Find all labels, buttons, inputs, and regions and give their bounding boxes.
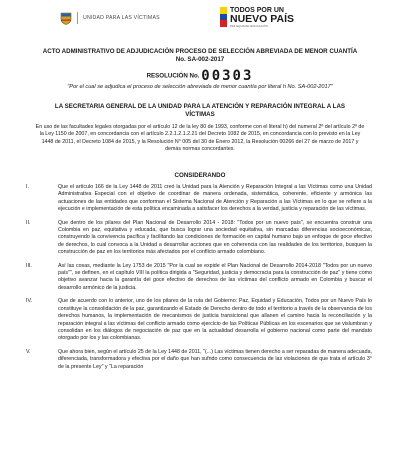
brand-line-2: NUEVO PAÍS [230,13,294,25]
unit-name: UNIDAD PARA LAS VÍCTIMAS [83,15,160,21]
clause-text: Que ahora bien, según el artículo 25 de la Ley 1448 de 2011, "(...) Las víctimas tienen derecho a ser reparadas de manera adecuada, diferenciada, transformadora y efectiva por el daño que han sufrido como consecuencia de las violaciones de que trata el artículo 3° de la presente Ley" y "La reparación [58,348,372,370]
issuing-agency: LA SECRETARIA GENERAL DE LA UNIDAD PARA LA ATENCIÓN Y REPARACIÓN INTEGRAL A LAS VÍCTIMAS [54,103,346,118]
clause-numeral: I. [26,184,29,190]
resolution-subtitle: "Por el cual se adjudica el proceso de selección abreviada de menor cuantía por literal h No. SA-002-2017" [67,84,333,90]
clauses-list [26,184,372,377]
clause-numeral: III. [26,262,32,269]
resolution-line [0,68,400,84]
clause-item [26,263,372,293]
clause-text: Que el artículo 166 de la Ley 1448 de 2011 creó la Unidad para la Atención y Reparación Integral a las Víctimas como una Unidad Administrativa Especial con el objetivo de coordinar de manera ordenada, sistemática, coherente, eficiente y armónica las actuaciones de las entidades que conforman el Sistema Nacional de Atención y Reparación a las Víctimas en lo que se refiere a la ejecución e implementación de esta política encaminada a satisfacer los derechos a la verdad, justicia y reparación de las víctimas. [58,184,372,213]
government-brand-logo [220,7,294,29]
clause-item [26,298,372,342]
clause-text: Así las cosas, mediante la Ley 1753 de 2015 "Por la cual se expide el Plan Nacional de Desarrollo 2014-2018 "Todos por un nuevo país"", se definen, en el capítulo VIII la política dirigida a "Seguridad, justicia y democracia para la construcción de paz" y tiene como objetivo avanzar hacia la garantía del goce efectivo de derechos de las víctimas del conflicto armado en Colombia y buscar el desarrollo armónico de la justicia. [58,262,372,291]
clause-text: Que dentro de los pilares del Plan Nacional de Desarrollo 2014 - 2018: "Todos por un nuevo país", se encuentra construir una Colombia en paz, equitativa y educada, que busca lograr una sociedad equitativa, sin marcadas diferencias socioeconómicas, construyendo la convivencia pacífica y facilitando las condiciones de formación en capital humano bajo un enfoque de goce efectivo de derechos, lo cual convoca a la Unidad a desarrollar acciones que en coherencia con las realidades de los territorios, busquen la construcción de paz en los territorios más afectados por el conflicto armado colombiano. [58,219,372,256]
logo-divider [77,12,78,24]
clause-numeral: IV. [26,298,32,305]
clause-item [26,184,372,214]
unit-logo [60,11,160,25]
brand-line-1: TODOS POR UN [230,7,284,14]
resolution-label: RESOLUCIÓN No. [146,72,200,80]
header-logos [60,2,330,32]
resolution-number: 00303 [201,68,254,84]
clause-numeral: V. [26,348,31,355]
clause-item [26,220,372,257]
clause-numeral: II. [26,219,31,226]
intro-paragraph: En uso de las facultades legales otorgadas por el artículo 12 de la ley 80 de 1993, conforme con el literal h) del numeral 2º del artículo 2º de la Ley 1150 de 2007, en concordancia con el artículo 2.2.1.2.1.2.21 del Decreto 1082 de 2015, en concordancia con lo previsto en la Ley 1448 de 2011, el Decreto 1084 de 2015, y la Resolución N° 005 del 30 de Enero 2012, la Resolución 00266 del 27 de marzo de 2017 y demás normas concordantes. [35,124,365,153]
coat-of-arms-icon [60,12,72,25]
considerando-heading: CONSIDERANDO [174,172,226,179]
clause-item [26,349,372,371]
document-title: ACTO ADMINISTRATIVO DE ADJUDICACIÓN PROCESO DE SELECCIÓN ABREVIADA DE MENOR CUANTÍA No. SA-002-2017 [42,48,358,63]
clause-text: Que de acuerdo con lo anterior, uno de los pilares de la ruta del Gobierno: Paz, Equidad y Educación, Todos por un Nuevo País lo constituye la consolidación de la paz, garantizando el Estado de Derecho dentro de todo el territorio a través de la observancia de los derechos humanos, la implementación de mecanismos de justicia transicional que allanen el camino hacia la reconciliación y la reparación integral a las víctimas del conflicto armado como ejercicio de las Políticas Públicas en los escenarios que se vislumbran y consolidan en los diálogos de negociación de paz que en la actualidad desarrolla el gobierno nacional como parte del mandato otorgado por los y las colombianas. [58,298,372,342]
flag-icon [220,7,227,27]
brand-line-3: PAZ EQUIDAD EDUCACIÓN [230,25,268,28]
